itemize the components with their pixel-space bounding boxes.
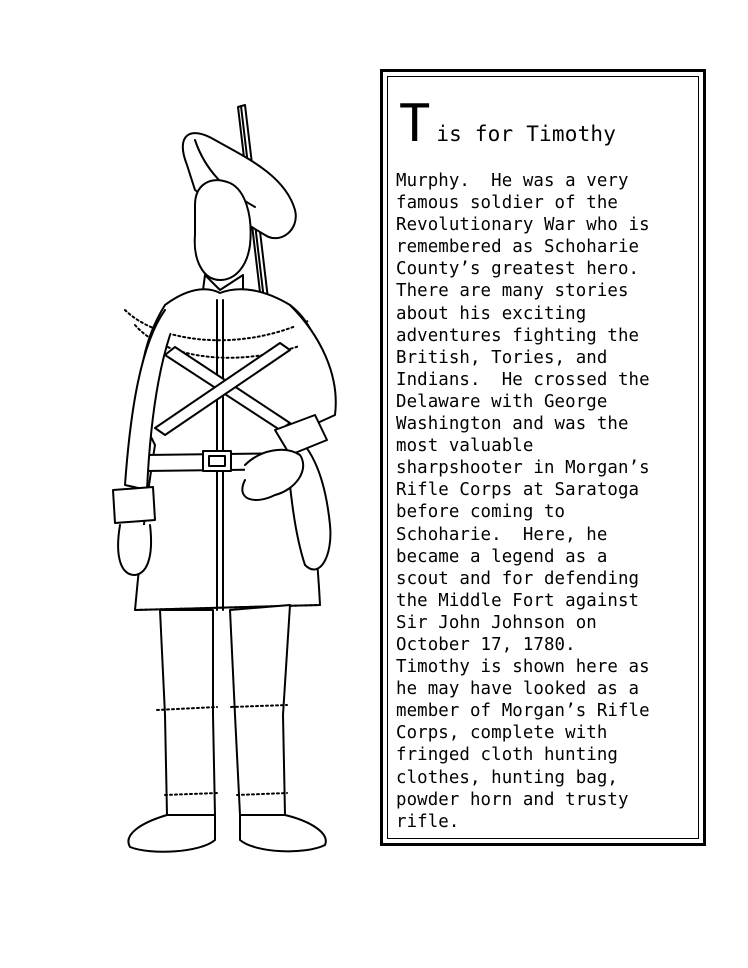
story-line: Rifle Corps at Saratoga [396, 480, 640, 501]
story-line: British, Tories, and [396, 347, 608, 368]
drop-cap: T [399, 94, 431, 154]
story-line: Schoharie. Here, he [396, 524, 608, 545]
heading-text: is for Timothy [436, 122, 617, 146]
story-line: clothes, hunting bag, [396, 767, 618, 788]
story-line: Delaware with George [396, 391, 608, 412]
story-line: Indians. He crossed the [396, 369, 650, 390]
text-panel [380, 69, 706, 846]
face [195, 180, 251, 280]
story-line: powder horn and trusty [396, 789, 629, 810]
story-line: There are many stories [396, 281, 629, 302]
story-line: October 17, 1780. [396, 634, 576, 655]
story-line: the Middle Fort against [396, 590, 640, 611]
story-line: famous soldier of the [396, 193, 618, 214]
story-line: Timothy is shown here as [396, 657, 650, 678]
story-line: about his exciting [396, 303, 587, 324]
page-heading [399, 94, 617, 154]
story-line: most valuable [396, 436, 534, 457]
story-line: remembered as Schoharie [396, 237, 640, 258]
story-line: became a legend as a [396, 546, 608, 567]
story-line: Sir John Johnson on [396, 612, 597, 633]
story-paragraph [396, 170, 708, 833]
story-line: fringed cloth hunting [396, 745, 618, 766]
story-line: before coming to [396, 502, 566, 523]
moccasins [128, 815, 325, 852]
story-line: Revolutionary War who is [396, 215, 650, 236]
story-line: he may have looked as a [396, 679, 640, 700]
legs [157, 605, 290, 815]
story-line: Washington and was the [396, 414, 629, 435]
story-line: scout and for defending [396, 568, 640, 589]
story-line: sharpshooter in Morgan’s [396, 458, 650, 479]
story-line: adventures fighting the [396, 325, 640, 346]
story-line: County’s greatest hero. [396, 259, 640, 280]
story-line: rifle. [396, 811, 460, 832]
story-line: member of Morgan’s Rifle [396, 701, 650, 722]
story-line: Corps, complete with [396, 723, 608, 744]
soldier-illustration [95, 95, 365, 865]
story-line: Murphy. He was a very [396, 171, 629, 191]
